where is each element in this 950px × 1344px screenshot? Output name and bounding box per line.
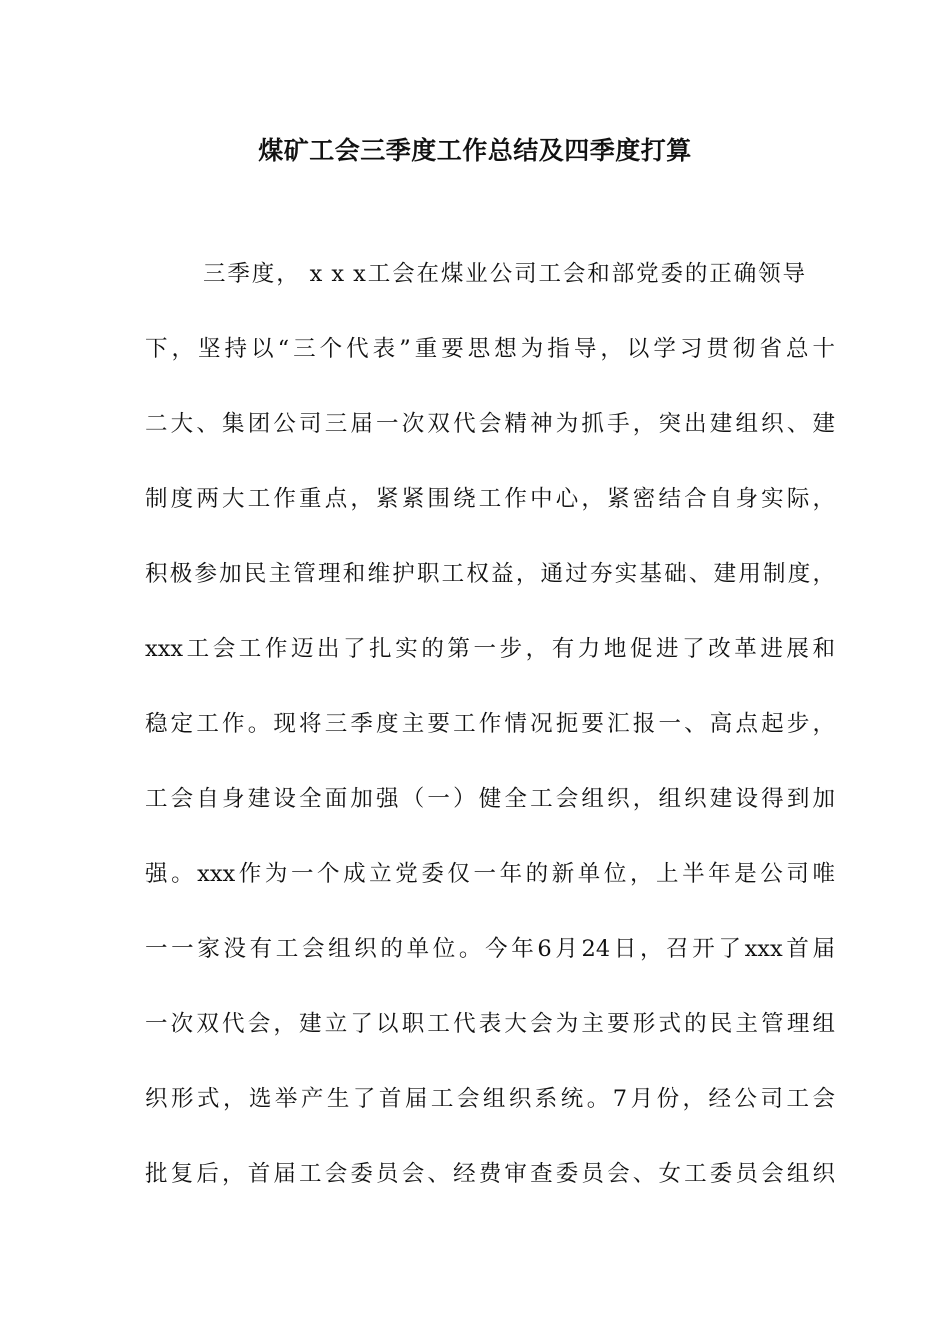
body-line: 一次双代会，建立了以职工代表大会为主要形式的民主管理组 <box>145 1011 835 1037</box>
body-line: xxx工会工作迈出了扎实的第一步，有力地促进了改革进展和 <box>145 636 835 662</box>
document-title: 煤矿工会三季度工作总结及四季度打算 <box>258 136 692 165</box>
body-line: 三季度， x x x工会在煤业公司工会和部党委的正确领导 <box>203 261 805 287</box>
body-line: 强。xxx作为一个成立党委仅一年的新单位，上半年是公司唯 <box>145 861 835 887</box>
body-line: 积极参加民主管理和维护职工权益，通过夯实基础、建用制度， <box>145 561 835 587</box>
body-line: 织形式，选举产生了首届工会组织系统。7月份，经公司工会 <box>145 1086 835 1112</box>
body-line: 一一家没有工会组织的单位。今年6月24日，召开了xxx首届 <box>145 936 835 962</box>
body-line: 二大、集团公司三届一次双代会精神为抓手，突出建组织、建 <box>145 411 835 437</box>
body-line: 下，坚持以“三个代表”重要思想为指导，以学习贯彻省总十 <box>145 336 835 362</box>
body-line: 批复后，首届工会委员会、经费审查委员会、女工委员会组织 <box>145 1161 835 1187</box>
body-line: 工会自身建设全面加强（一）健全工会组织，组织建设得到加 <box>145 786 835 812</box>
body-line: 制度两大工作重点，紧紧围绕工作中心，紧密结合自身实际， <box>145 486 835 512</box>
body-line: 稳定工作。现将三季度主要工作情况扼要汇报一、高点起步， <box>145 711 835 737</box>
